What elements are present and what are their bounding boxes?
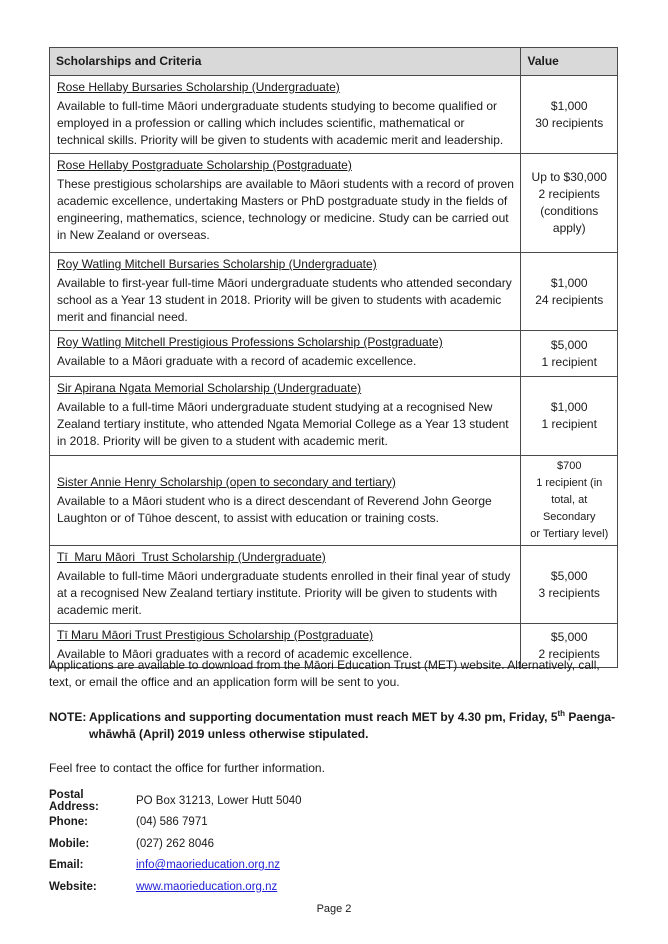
value-amount: $700 — [557, 460, 582, 472]
contact-row-phone — [49, 812, 302, 834]
table-row — [50, 331, 618, 377]
value-cell — [521, 331, 618, 377]
note-label: NOTE: — [49, 710, 87, 724]
scholarship-title: Rose Hellaby Bursaries Scholarship (Undergraduate) — [57, 80, 340, 94]
email-link[interactable]: info@maorieducation.org.nz — [136, 859, 281, 872]
value-note: total, at Secondary — [542, 494, 596, 523]
scholarship-title: Roy Watling Mitchell Prestigious Professions Scholarship (Postgraduate) — [57, 335, 443, 349]
scholarship-title: Rose Hellaby Postgraduate Scholarship (Postgraduate) — [57, 158, 352, 172]
note-superscript: th — [557, 709, 566, 718]
value-amount: $1,000 — [550, 98, 588, 113]
criteria-cell — [50, 331, 521, 377]
criteria-cell — [50, 76, 521, 154]
scholarship-description: Available to a Māori graduate with a record of academic excellence. — [57, 354, 417, 368]
value-cell — [521, 76, 618, 154]
page-number: Page 2 — [316, 903, 352, 915]
phone-value: (04) 586 7971 — [136, 816, 208, 829]
table-row — [50, 456, 618, 546]
scholarship-description: Available to a full-time Māori undergraduate student studying at a recognised New Zealand tertiary institute, who attended Ngata Memorial College as a Year 13 student in 2018. Priority will be given to a student with academic merit. — [57, 400, 509, 448]
value-amount: $1,000 — [550, 275, 588, 290]
contact-details — [49, 790, 302, 898]
value-cell — [521, 377, 618, 456]
mobile-value: (027) 262 8046 — [136, 837, 215, 850]
value-amount: $5,000 — [550, 629, 588, 644]
value-amount: $5,000 — [550, 337, 588, 352]
scholarship-description: Available to a Māori student who is a direct descendant of Reverend John George Laughton or of Tūhoe descent, to assist with education or training costs. — [57, 493, 492, 525]
contact-row-email — [49, 855, 302, 877]
header-value: Value — [521, 48, 618, 76]
table-row — [50, 154, 618, 253]
value-recipients: 24 recipients — [535, 292, 604, 307]
postal-label: Postal Address: — [49, 788, 99, 813]
contact-row-website — [49, 876, 302, 898]
phone-label: Phone: — [49, 816, 88, 829]
deadline-note — [49, 709, 624, 743]
value-amount: $1,000 — [550, 400, 588, 414]
scholarship-description: Available to first-year full-time Māori undergraduate students who attended secondary school as a Year 13 student in 2018. Priority will be given to students with academic merit and financial need. — [57, 276, 512, 324]
value-note: apply) — [552, 221, 586, 235]
note-body — [89, 709, 624, 743]
scholarship-title: Tī Maru Māori Trust Scholarship (Undergraduate) — [57, 550, 326, 564]
value-cell — [521, 154, 618, 253]
value-recipients: 30 recipients — [535, 115, 604, 130]
criteria-cell — [50, 154, 521, 253]
contact-row-postal — [49, 790, 302, 812]
contact-row-mobile — [49, 833, 302, 855]
value-cell — [521, 253, 618, 331]
value-cell — [521, 456, 618, 546]
scholarship-title: Tī Maru Māori Trust Prestigious Scholarship (Postgraduate) — [57, 628, 374, 642]
table-row — [50, 253, 618, 331]
table-row — [50, 76, 618, 154]
value-recipients: 3 recipients — [538, 585, 600, 600]
value-recipients: 1 recipient — [541, 354, 597, 369]
scholarship-description: Available to full-time Māori undergraduate students studying to become qualified or employed in a profession or calling which includes scientific, mathematical or technical skills. Priority will be given to students with academic merit and leadership. — [57, 99, 504, 147]
value-recipients: 1 recipient — [541, 417, 597, 431]
criteria-cell — [50, 253, 521, 331]
criteria-cell — [50, 546, 521, 624]
scholarships-table — [49, 47, 618, 668]
value-cell — [521, 546, 618, 624]
value-recipients: 2 recipients — [538, 187, 600, 201]
value-note: (conditions — [540, 204, 599, 218]
mobile-label: Mobile: — [49, 837, 90, 850]
note-text: Applications and supporting documentation must reach MET by 4.30 pm, Friday, 5 — [89, 710, 558, 724]
applications-paragraph: Applications are available to download from the Māori Education Trust (MET) website. Alternatively, call, text, or email the office and an application form will be sent to you. — [49, 658, 600, 689]
value-amount: $5,000 — [550, 568, 588, 583]
header-criteria: Scholarships and Criteria — [50, 48, 521, 76]
scholarship-description: Available to Māori graduates with a record of academic excellence. — [57, 647, 413, 661]
scholarship-title: Sir Apirana Ngata Memorial Scholarship (Undergraduate) — [57, 381, 362, 395]
criteria-cell — [50, 377, 521, 456]
email-label: Email: — [49, 859, 84, 872]
table-header-row — [50, 48, 618, 76]
value-recipients: 1 recipient (in — [536, 477, 603, 489]
value-recipients: 2 recipients — [538, 646, 600, 661]
website-label: Website: — [49, 880, 97, 893]
scholarship-description: These prestigious scholarships are available to Māori students with a record of proven academic excellence, undertaking Masters or PhD postgraduate study in the fields of engineering, mathematics, science, technology or medicine. Study can be carried out in New Zealand or overseas. — [57, 177, 514, 242]
scholarship-title: Sister Annie Henry Scholarship (open to secondary and tertiary) — [57, 474, 396, 489]
scholarship-description: Available to full-time Māori undergraduate students enrolled in their final year of study at a recognised New Zealand tertiary institute. Priority will be given to students with academic merit. — [57, 569, 511, 617]
table-row — [50, 546, 618, 624]
table-row — [50, 377, 618, 456]
value-amount: Up to $30,000 — [531, 170, 607, 184]
postal-value: PO Box 31213, Lower Hutt 5040 — [136, 794, 302, 807]
criteria-cell — [50, 456, 521, 546]
value-note: or Tertiary level) — [530, 528, 609, 540]
scholarship-title: Roy Watling Mitchell Bursaries Scholarship (Undergraduate) — [57, 257, 377, 271]
website-link[interactable]: www.maorieducation.org.nz — [136, 880, 278, 893]
note-text-continued: Paenga-whāwhā (April) 2019 unless otherwise stipulated. — [89, 710, 616, 741]
contact-intro: Feel free to contact the office for further information. — [49, 761, 325, 775]
